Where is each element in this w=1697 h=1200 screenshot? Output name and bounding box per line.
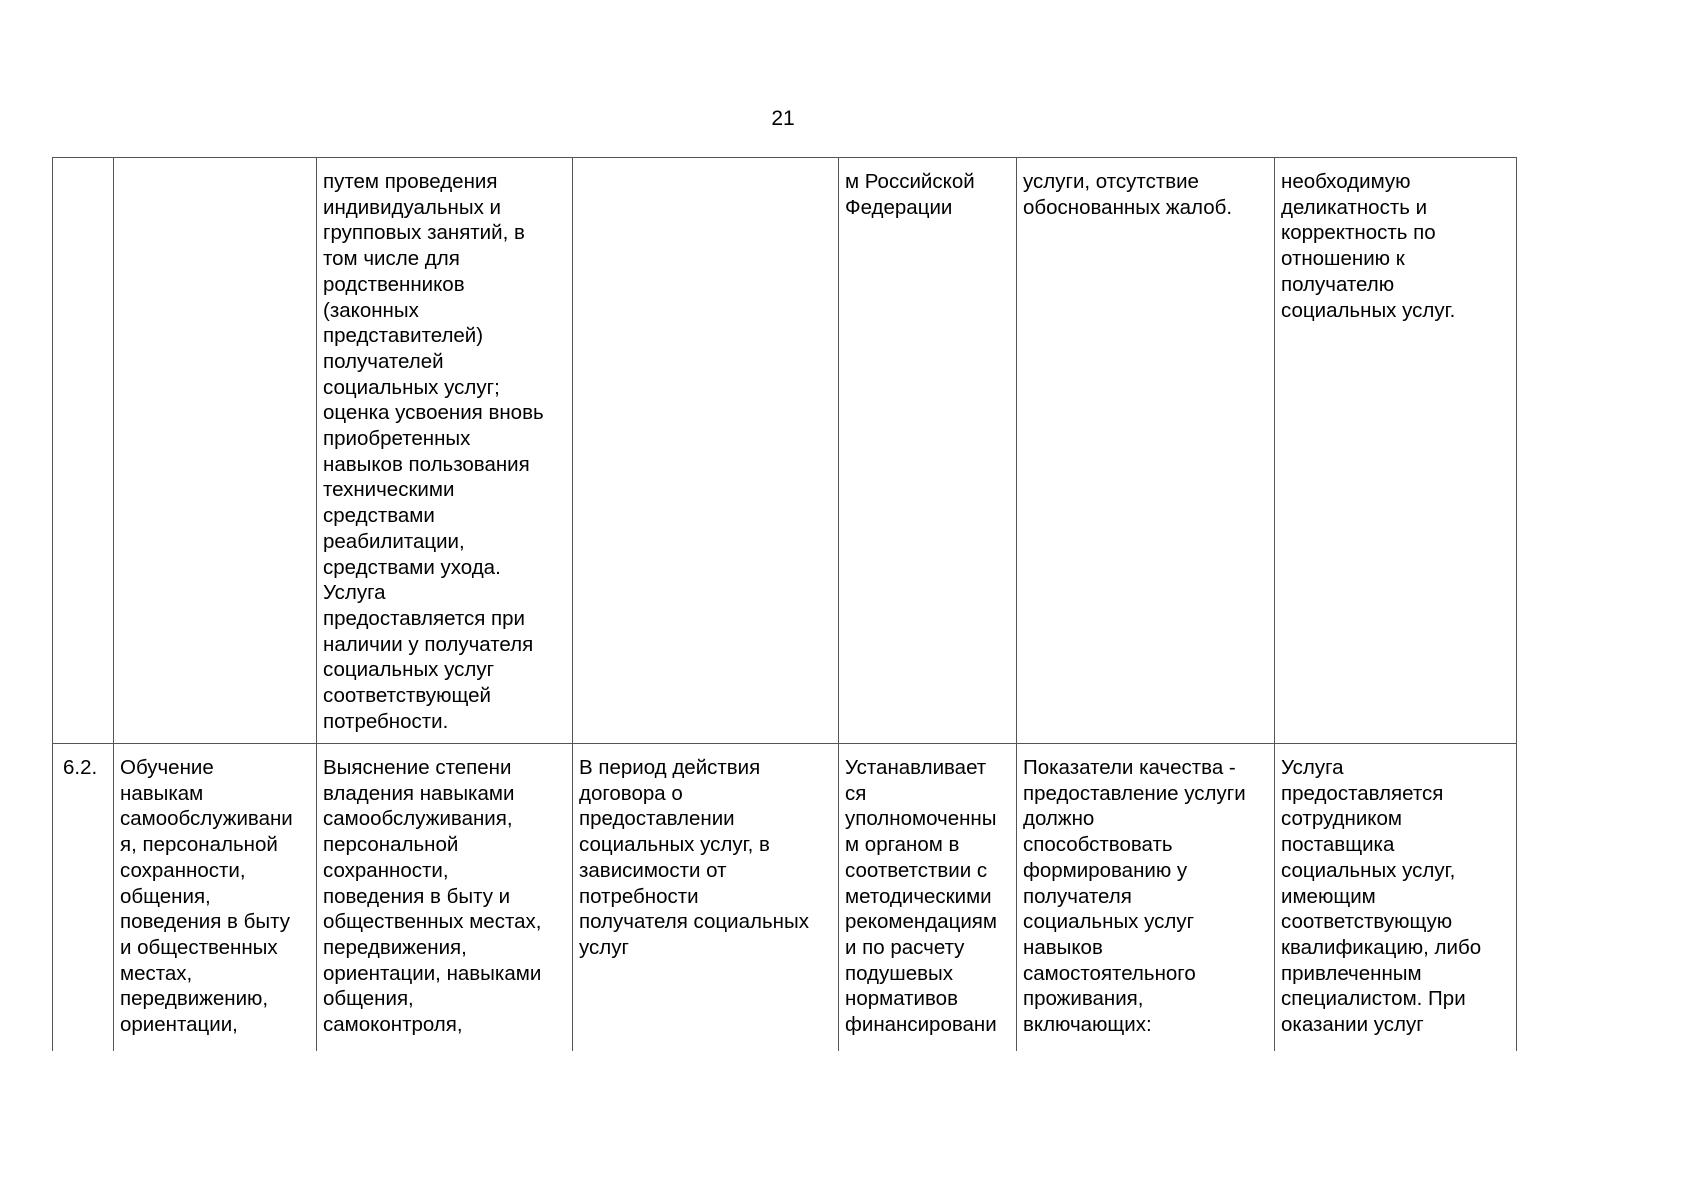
cell-conditions: необходимую деликатность и корректность по отношению к получателю социальных услуг. [1275,158,1517,744]
cell-timing: В период действия договора о предоставлении социальных услуг, в зависимости от потребности получателя социальных услуг [573,744,839,1052]
cell-number: 6.2. [53,744,114,1052]
table-row [53,158,1517,744]
cell-timing [573,158,839,744]
cell-number [53,158,114,744]
cell-description: путем проведения индивидуальных и групповых занятий, в том числе для родственников (законных представителей) получателей социальных услуг; оценка усвоения вновь приобретенных навыков пользования техническими средствами реабилитации, средствами ухода. Услуга предоставляется при наличии у получателя социальных услуг соответствующей потребности. [317,158,573,744]
cell-service-name: Обучение навыкам самообслуживани я, персональной сохранности, общения, поведения в быту и общественных местах, передвижению, ориентации, [114,744,317,1052]
cell-norm: м Российской Федерации [839,158,1017,744]
page-number: 21 [771,107,795,130]
cell-conditions: Услуга предоставляется сотрудником поставщика социальных услуг, имеющим соответствующую квалификацию, либо привлеченным специалистом. При оказании услуг [1275,744,1517,1052]
cell-description: Выяснение степени владения навыками самообслуживания, персональной сохранности, поведения в быту и общественных местах, передвижения, ориентации, навыками общения, самоконтроля, [317,744,573,1052]
cell-quality: Показатели качества - предоставление услуги должно способствовать формированию у получателя социальных услуг навыков самостоятельного проживания, включающих: [1017,744,1275,1052]
cell-service-name [114,158,317,744]
table-row [53,744,1517,1052]
services-table [52,157,1517,1051]
cell-quality: услуги, отсутствие обоснованных жалоб. [1017,158,1275,744]
cell-norm: Устанавливает ся уполномоченны м органом в соответствии с методическими рекомендациям и по расчету подушевых нормативов финансировани [839,744,1017,1052]
